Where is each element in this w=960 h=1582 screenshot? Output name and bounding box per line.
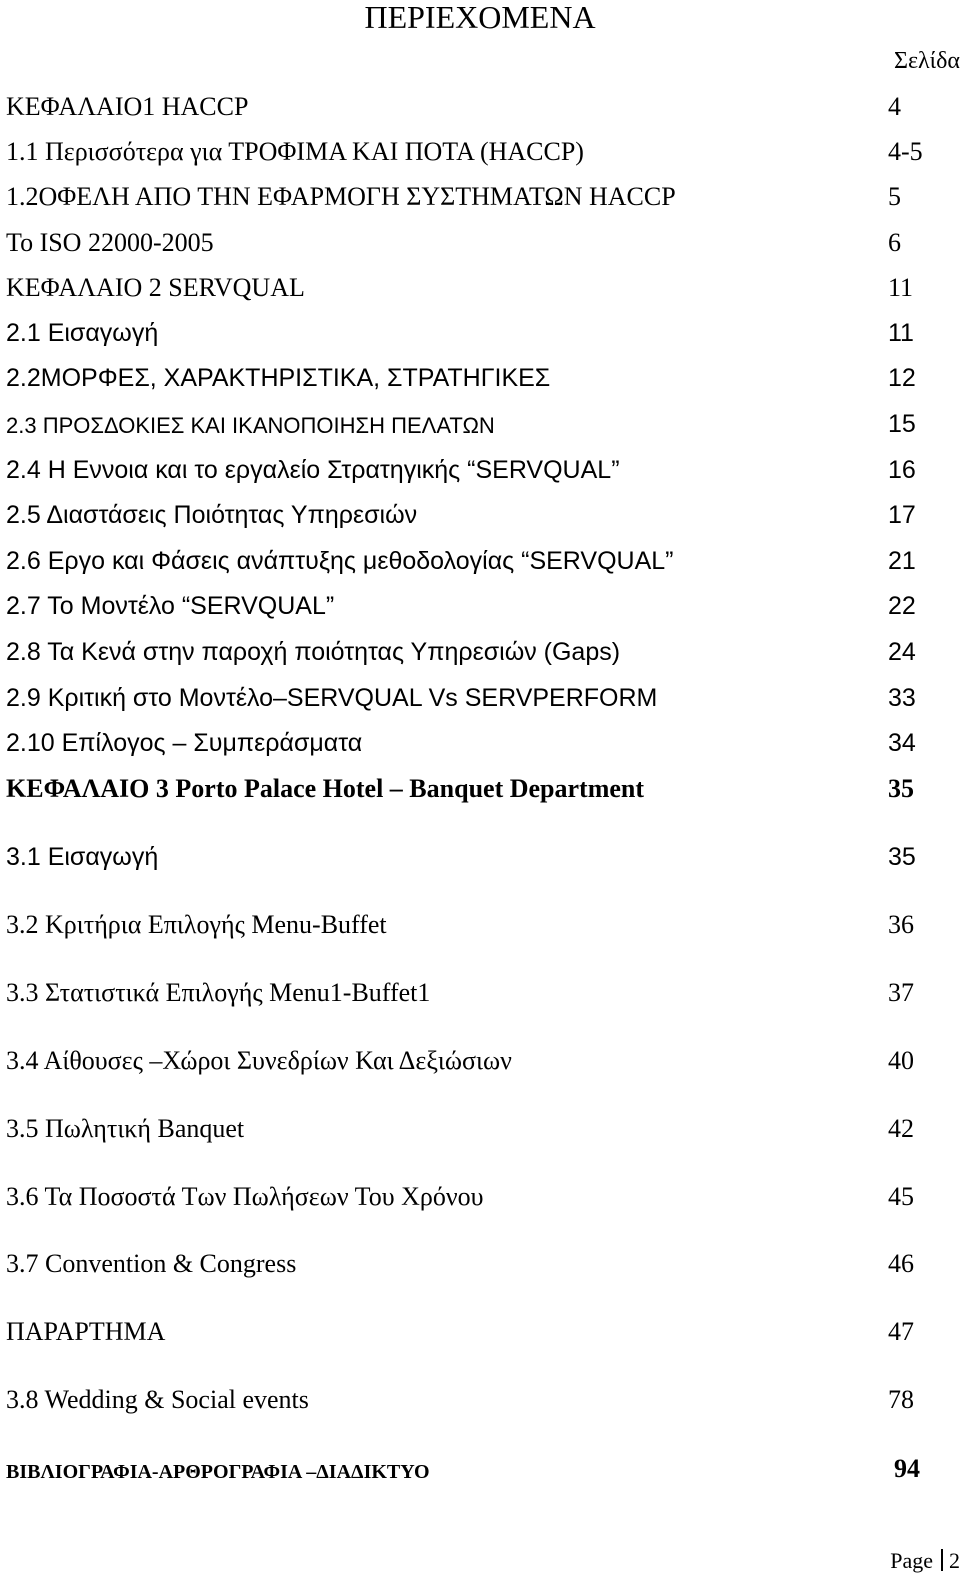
toc-entry[interactable] xyxy=(6,540,960,576)
toc-entry[interactable] xyxy=(6,176,960,212)
toc-entry-page: 22 xyxy=(888,592,916,620)
toc-entry-label: 2.3 ΠΡΟΣΔΟΚΙΕΣ ΚΑΙ ΙΚΑΝΟΠΟΙΗΣΗ ΠΕΛΑΤΩΝ xyxy=(6,413,495,438)
toc-entry[interactable] xyxy=(6,972,960,1008)
toc-entry-label: 2.7 Το Μοντέλο “SERVQUAL” xyxy=(6,592,335,620)
footer-page-number: 2 xyxy=(949,1548,960,1573)
toc-entry-label: 2.1 Εισαγωγή xyxy=(6,319,159,347)
toc-entry-page: 4-5 xyxy=(888,137,923,166)
toc-entry-label: 3.6 Τα Ποσοστά Των Πωλήσεων Του Χρόνου xyxy=(6,1182,484,1211)
toc-entry[interactable] xyxy=(6,267,960,303)
toc-entry-page: 37 xyxy=(888,978,914,1007)
toc-entry[interactable] xyxy=(6,585,960,621)
toc-entry[interactable] xyxy=(6,312,960,348)
toc-entry[interactable] xyxy=(6,222,960,258)
toc-entry-page: 78 xyxy=(888,1385,914,1414)
toc-entry-label: 2.6 Εργο και Φάσεις ανάπτυξης μεθοδολογίας “SERVQUAL” xyxy=(6,547,674,575)
toc-entry[interactable] xyxy=(6,449,960,485)
toc-entry[interactable] xyxy=(6,1448,960,1484)
toc-entry-label: 2.2ΜΟΡΦΕΣ, ΧΑΡΑΚΤΗΡΙΣΤΙΚΑ, ΣΤΡΑΤΗΓΙΚΕΣ xyxy=(6,364,551,392)
toc-entry[interactable] xyxy=(6,494,960,530)
toc-entry-page: 4 xyxy=(888,92,901,121)
toc-entry-page: 24 xyxy=(888,638,916,666)
toc-entry[interactable] xyxy=(6,403,960,439)
toc-entry-page: 47 xyxy=(888,1317,914,1346)
toc-entry[interactable] xyxy=(6,836,960,872)
toc-entry-label: 3.3 Στατιστικά Επιλογής Menu1-Buffet1 xyxy=(6,978,431,1007)
toc-entry-label: 3.1 Εισαγωγή xyxy=(6,843,159,871)
toc-entry-page: 11 xyxy=(888,273,914,302)
toc-entry-page: 5 xyxy=(888,182,901,211)
toc-entry[interactable] xyxy=(6,1108,960,1144)
toc-entry-page: 45 xyxy=(888,1182,914,1211)
toc-entry-page: 40 xyxy=(888,1046,914,1075)
toc-entry[interactable] xyxy=(6,904,960,940)
toc-entry[interactable] xyxy=(6,86,960,122)
toc-entry-label: ΒΙΒΛΙΟΓΡΑΦΙΑ-ΑΡΘΡΟΓΡΑΦΙΑ –ΔΙΑΔΙΚΤΥΟ xyxy=(6,1461,430,1483)
toc-entry-label: ΠΑΡΑΡΤΗΜΑ xyxy=(6,1317,166,1346)
page-column-header: Σελίδα xyxy=(893,48,960,74)
toc-entry[interactable] xyxy=(6,357,960,393)
toc-entry-label: ΚΕΦΑΛΑΙΟ1 HACCP xyxy=(6,92,249,121)
toc-entry[interactable] xyxy=(6,768,960,804)
toc-entry-label: 2.9 Κριτική στο Μοντέλο–SERVQUAL Vs SERVPERFORM xyxy=(6,684,658,712)
toc-entry-page: 35 xyxy=(888,843,916,871)
toc-entry[interactable] xyxy=(6,1379,960,1415)
toc-entry-label: 3.5 Πωλητική Banquet xyxy=(6,1114,245,1143)
toc-entry-page: 46 xyxy=(888,1249,914,1278)
toc-entry-label: ΚΕΦΑΛΑΙΟ 2 SERVQUAL xyxy=(6,273,305,302)
toc-entry-label: 1.1 Περισσότερα για ΤΡΟΦΙΜΑ ΚΑΙ ΠΟΤΑ (HACCP) xyxy=(6,137,584,166)
toc-entry[interactable] xyxy=(6,1243,960,1279)
page-title: ΠΕΡΙΕΧΟΜΕΝΑ xyxy=(364,0,596,35)
toc-entry[interactable] xyxy=(6,131,960,167)
toc-entry[interactable] xyxy=(6,1040,960,1076)
toc-entry-page: 34 xyxy=(888,729,916,757)
toc-entry-label: To ISO 22000-2005 xyxy=(6,228,214,257)
toc-entry-page: 33 xyxy=(888,684,916,712)
toc-entry-label: 2.4 Η Εννοια και το εργαλείο Στρατηγικής “SERVQUAL” xyxy=(6,456,620,484)
toc-entry[interactable] xyxy=(6,677,960,713)
toc-entry-page: 17 xyxy=(888,501,916,529)
toc-entry-label: 3.8 Wedding & Social events xyxy=(6,1385,309,1414)
toc-entry[interactable] xyxy=(6,1311,960,1347)
toc-entry-label: 2.5 Διαστάσεις Ποιότητας Υπηρεσιών xyxy=(6,501,418,529)
toc-entry-label: 1.2ΟΦΕΛΗ ΑΠΟ ΤΗΝ ΕΦΑΡΜΟΓΗ ΣΥΣΤΗΜΑΤΩΝ HACCP xyxy=(6,182,676,211)
toc-entry-label: 2.10 Επίλογος – Συμπεράσματα xyxy=(6,729,363,757)
toc-entry-label: 2.8 Τα Κενά στην παροχή ποιότητας Υπηρεσιών (Gaps) xyxy=(6,638,621,666)
toc-entry-label: 3.7 Convention & Congress xyxy=(6,1249,297,1278)
toc-entry-page: 11 xyxy=(888,319,914,347)
toc-entry-page: 94 xyxy=(894,1454,920,1483)
toc-entry[interactable] xyxy=(6,1176,960,1212)
toc-entry-label: 3.4 Αίθουσες –Χώροι Συνεδρίων Και Δεξιώσιων xyxy=(6,1046,512,1075)
footer-page-label: Page xyxy=(890,1548,933,1573)
toc-entry-page: 36 xyxy=(888,910,914,939)
toc-entry-page: 15 xyxy=(888,410,916,438)
toc-entry-page: 12 xyxy=(888,364,916,392)
toc-entry[interactable] xyxy=(6,722,960,758)
toc-entry-page: 16 xyxy=(888,456,916,484)
footer-divider xyxy=(941,1549,943,1571)
page-footer xyxy=(890,1548,960,1574)
toc-entry-page: 35 xyxy=(888,774,914,803)
toc-entry-page: 21 xyxy=(888,547,916,575)
toc-entry-page: 42 xyxy=(888,1114,914,1143)
toc-entry-label: 3.2 Κριτήρια Επιλογής Menu-Buffet xyxy=(6,910,387,939)
toc-entry-page: 6 xyxy=(888,228,901,257)
toc-entry[interactable] xyxy=(6,631,960,667)
toc-entry-label: ΚΕΦΑΛΑΙΟ 3 Porto Palace Hotel – Banquet Department xyxy=(6,774,645,803)
